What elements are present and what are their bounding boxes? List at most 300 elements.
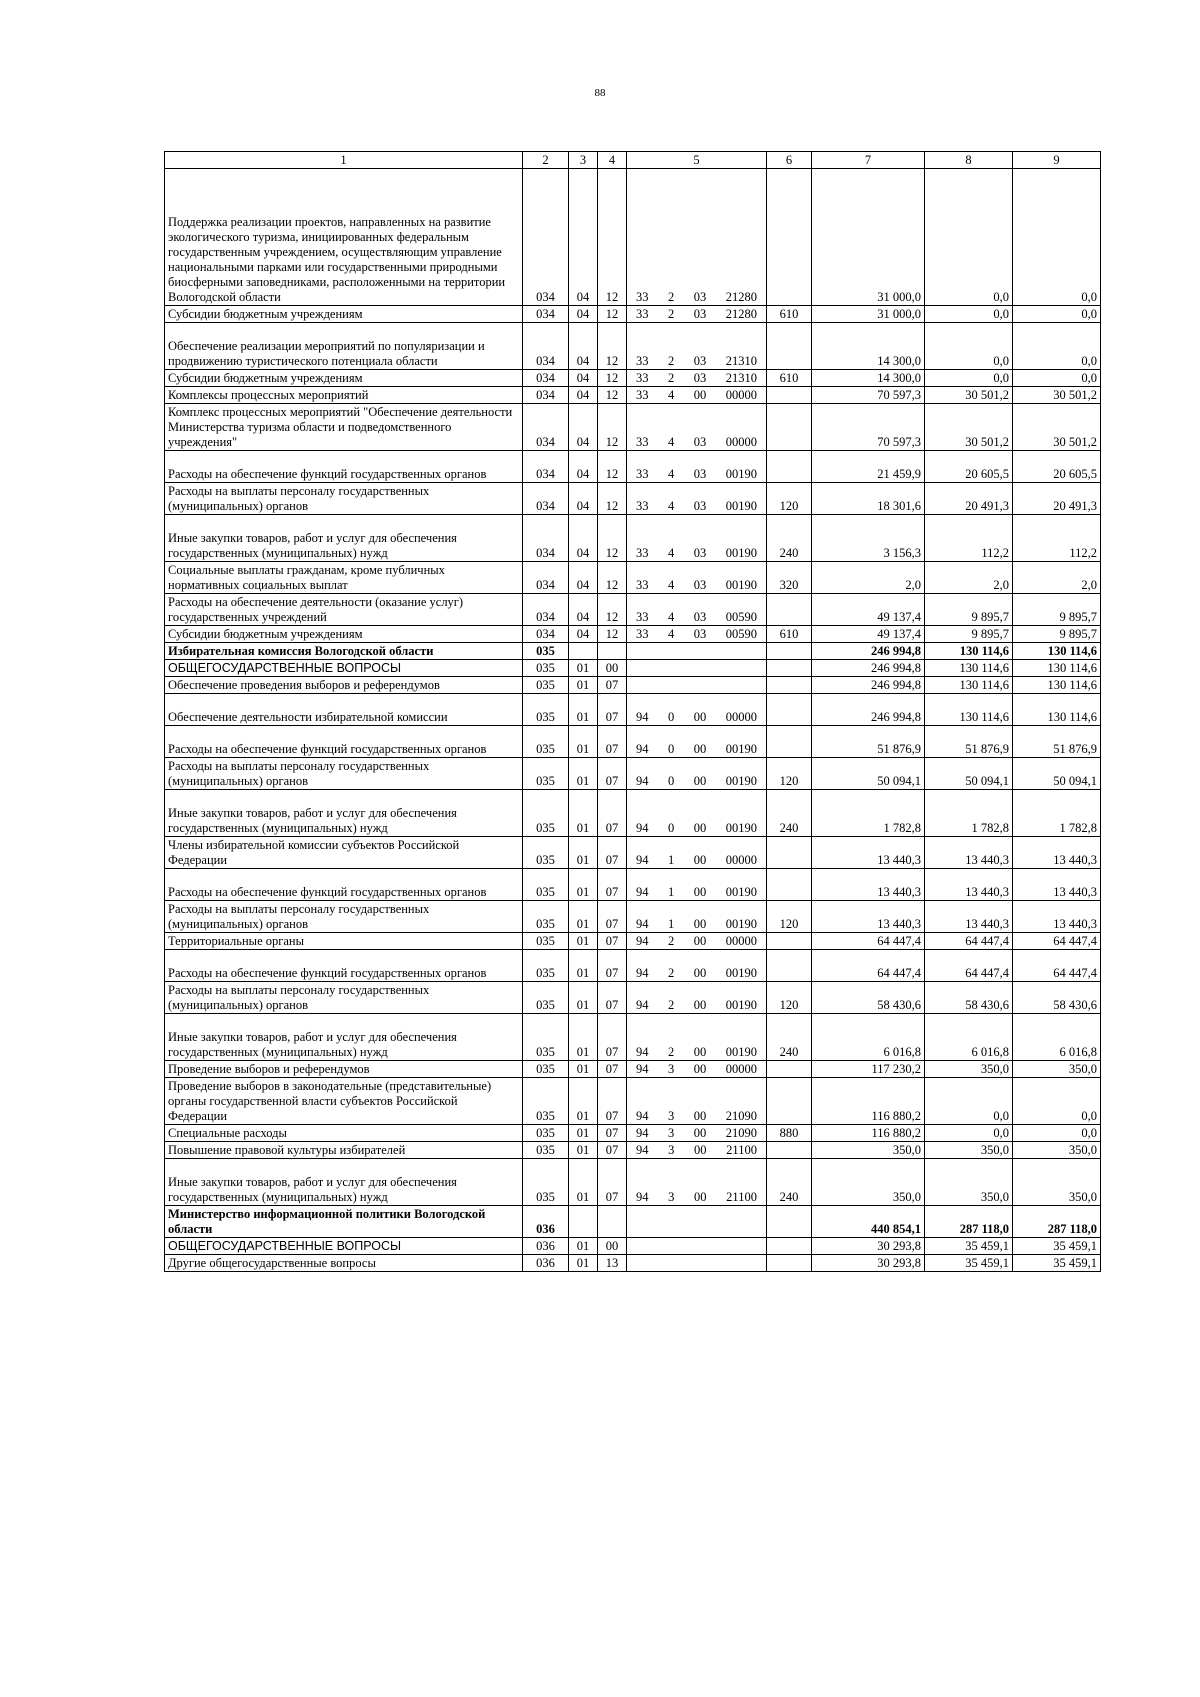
target-article-part: 00 — [694, 1190, 707, 1204]
cell-grbs: 035 — [523, 790, 569, 837]
row-name: Социальные выплаты гражданам, кроме публичных нормативных социальных выплат — [165, 562, 523, 594]
cell-amount-year1: 246 994,8 — [812, 643, 925, 660]
cell-target-article — [627, 1061, 767, 1078]
row-name: Обеспечение проведения выборов и референдумов — [165, 677, 523, 694]
cell-subsection: 12 — [598, 626, 627, 643]
cell-amount-year2: 35 459,1 — [925, 1238, 1013, 1255]
table-row — [165, 370, 1101, 387]
cell-subsection: 07 — [598, 837, 627, 869]
target-article-part: 3 — [668, 1109, 675, 1123]
target-article-part: 03 — [693, 354, 707, 368]
target-article-part: 3 — [668, 1062, 675, 1076]
cell-target-article — [627, 1206, 767, 1238]
cell-expense-type — [767, 726, 812, 758]
target-article-parts — [630, 998, 763, 1013]
target-article-part: 33 — [636, 354, 649, 368]
cell-subsection: 12 — [598, 370, 627, 387]
target-article-part: 00 — [694, 1143, 707, 1157]
target-article-parts — [630, 388, 763, 403]
cell-subsection: 07 — [598, 1159, 627, 1206]
cell-amount-year1: 49 137,4 — [812, 626, 925, 643]
target-article-part: 2 — [668, 354, 675, 368]
cell-amount-year3: 6 016,8 — [1013, 1014, 1101, 1061]
cell-expense-type: 120 — [767, 758, 812, 790]
cell-amount-year3: 35 459,1 — [1013, 1238, 1101, 1255]
table-row — [165, 726, 1101, 758]
cell-amount-year2: 64 447,4 — [925, 950, 1013, 982]
cell-grbs: 035 — [523, 677, 569, 694]
cell-section: 04 — [569, 515, 598, 562]
cell-target-article — [627, 869, 767, 901]
cell-subsection: 07 — [598, 901, 627, 933]
target-article-part: 2 — [668, 966, 675, 980]
cell-target-article — [627, 1159, 767, 1206]
target-article-part: 03 — [693, 546, 707, 560]
cell-section: 01 — [569, 1159, 598, 1206]
target-article-parts — [630, 610, 763, 625]
cell-amount-year2: 112,2 — [925, 515, 1013, 562]
table-row — [165, 451, 1101, 483]
cell-grbs: 035 — [523, 1142, 569, 1159]
cell-amount-year3: 0,0 — [1013, 1125, 1101, 1142]
cell-amount-year1: 30 293,8 — [812, 1238, 925, 1255]
cell-amount-year3: 64 447,4 — [1013, 933, 1101, 950]
cell-amount-year2: 20 491,3 — [925, 483, 1013, 515]
table-row — [165, 1255, 1101, 1272]
cell-amount-year2: 130 114,6 — [925, 660, 1013, 677]
row-name: Повышение правовой культуры избирателей — [165, 1142, 523, 1159]
target-article-parts — [630, 742, 763, 757]
cell-section: 01 — [569, 982, 598, 1014]
cell-section — [569, 643, 598, 660]
cell-section: 01 — [569, 950, 598, 982]
target-article-part: 94 — [636, 853, 649, 867]
cell-amount-year3: 9 895,7 — [1013, 594, 1101, 626]
target-article-part: 1 — [668, 853, 675, 867]
cell-amount-year2: 350,0 — [925, 1159, 1013, 1206]
target-article-part: 21100 — [726, 1143, 757, 1157]
cell-subsection: 12 — [598, 515, 627, 562]
cell-amount-year1: 116 880,2 — [812, 1125, 925, 1142]
target-article-part: 94 — [636, 917, 649, 931]
cell-target-article — [627, 1255, 767, 1272]
cell-grbs: 035 — [523, 950, 569, 982]
target-article-part: 33 — [636, 627, 649, 641]
target-article-part: 94 — [636, 934, 649, 948]
target-article-part: 1 — [668, 885, 675, 899]
table-row — [165, 1014, 1101, 1061]
target-article-part: 3 — [668, 1126, 675, 1140]
target-article-part: 00 — [693, 998, 707, 1012]
table-row — [165, 758, 1101, 790]
target-article-part: 94 — [636, 998, 649, 1012]
cell-grbs: 035 — [523, 901, 569, 933]
row-name: Проведение выборов в законодательные (представительные) органы государственной власти субъектов Российской Федерации — [165, 1078, 523, 1125]
row-name: Избирательная комиссия Вологодской области — [165, 643, 523, 660]
cell-amount-year1: 2,0 — [812, 562, 925, 594]
target-article-part: 03 — [693, 610, 707, 624]
cell-target-article — [627, 306, 767, 323]
target-article-part: 00 — [693, 742, 707, 756]
target-article-part: 94 — [636, 1109, 649, 1123]
cell-expense-type — [767, 694, 812, 726]
table-row — [165, 1142, 1101, 1159]
cell-grbs: 034 — [523, 404, 569, 451]
cell-section: 01 — [569, 1255, 598, 1272]
row-name: Расходы на выплаты персоналу государственных (муниципальных) органов — [165, 901, 523, 933]
target-article-part: 00190 — [725, 467, 757, 481]
row-name: Расходы на выплаты персоналу государственных (муниципальных) органов — [165, 982, 523, 1014]
cell-amount-year1: 70 597,3 — [812, 404, 925, 451]
target-article-part: 94 — [636, 1062, 649, 1076]
cell-amount-year2: 350,0 — [925, 1142, 1013, 1159]
cell-expense-type: 120 — [767, 901, 812, 933]
cell-amount-year2: 0,0 — [925, 323, 1013, 370]
cell-amount-year1: 49 137,4 — [812, 594, 925, 626]
target-article-parts — [630, 371, 763, 386]
cell-subsection: 07 — [598, 869, 627, 901]
cell-section: 04 — [569, 323, 598, 370]
cell-subsection — [598, 1206, 627, 1238]
target-article-part: 94 — [636, 966, 649, 980]
cell-grbs: 035 — [523, 1014, 569, 1061]
target-article-parts — [630, 546, 763, 561]
cell-section: 04 — [569, 370, 598, 387]
table-row — [165, 694, 1101, 726]
cell-section: 01 — [569, 1061, 598, 1078]
target-article-parts — [630, 1045, 763, 1060]
cell-section: 01 — [569, 677, 598, 694]
cell-target-article — [627, 515, 767, 562]
cell-grbs: 034 — [523, 370, 569, 387]
target-article-part: 0 — [668, 742, 675, 756]
cell-subsection: 07 — [598, 933, 627, 950]
cell-section: 04 — [569, 451, 598, 483]
target-article-part: 00 — [693, 1062, 707, 1076]
target-article-part: 94 — [636, 821, 649, 835]
cell-expense-type — [767, 323, 812, 370]
cell-target-article — [627, 562, 767, 594]
table-row — [165, 901, 1101, 933]
target-article-part: 21310 — [725, 354, 757, 368]
cell-expense-type: 120 — [767, 483, 812, 515]
cell-amount-year3: 0,0 — [1013, 306, 1101, 323]
cell-target-article — [627, 169, 767, 306]
target-article-part: 00 — [693, 853, 707, 867]
cell-subsection: 07 — [598, 1078, 627, 1125]
target-article-part: 00190 — [725, 885, 757, 899]
cell-amount-year1: 1 782,8 — [812, 790, 925, 837]
target-article-part: 00000 — [725, 388, 757, 402]
target-article-part: 21100 — [726, 1190, 757, 1204]
cell-grbs: 035 — [523, 758, 569, 790]
cell-amount-year3: 13 440,3 — [1013, 901, 1101, 933]
cell-target-article — [627, 1142, 767, 1159]
cell-amount-year1: 50 094,1 — [812, 758, 925, 790]
row-name: Субсидии бюджетным учреждениям — [165, 306, 523, 323]
cell-grbs: 035 — [523, 660, 569, 677]
cell-amount-year2: 30 501,2 — [925, 387, 1013, 404]
table-row — [165, 790, 1101, 837]
column-header: 4 — [598, 152, 627, 169]
row-name: Иные закупки товаров, работ и услуг для обеспечения государственных (муниципальных) нужд — [165, 1014, 523, 1061]
target-article-part: 0 — [668, 774, 675, 788]
cell-amount-year3: 0,0 — [1013, 1078, 1101, 1125]
column-header: 2 — [523, 152, 569, 169]
cell-amount-year3: 130 114,6 — [1013, 643, 1101, 660]
cell-grbs: 035 — [523, 1061, 569, 1078]
cell-grbs: 036 — [523, 1238, 569, 1255]
cell-amount-year3: 350,0 — [1013, 1159, 1101, 1206]
target-article-part: 94 — [636, 710, 649, 724]
cell-subsection: 12 — [598, 451, 627, 483]
cell-section: 01 — [569, 694, 598, 726]
cell-section: 01 — [569, 1125, 598, 1142]
cell-expense-type — [767, 169, 812, 306]
cell-expense-type — [767, 1078, 812, 1125]
cell-expense-type — [767, 594, 812, 626]
cell-grbs: 035 — [523, 643, 569, 660]
target-article-part: 21310 — [725, 371, 757, 385]
cell-expense-type: 240 — [767, 1014, 812, 1061]
target-article-parts — [630, 774, 763, 789]
cell-subsection: 13 — [598, 1255, 627, 1272]
cell-amount-year3: 350,0 — [1013, 1061, 1101, 1078]
cell-expense-type — [767, 677, 812, 694]
target-article-part: 33 — [636, 388, 649, 402]
cell-amount-year1: 246 994,8 — [812, 677, 925, 694]
table-row — [165, 169, 1101, 306]
target-article-part: 03 — [693, 307, 707, 321]
cell-amount-year1: 14 300,0 — [812, 323, 925, 370]
cell-expense-type: 320 — [767, 562, 812, 594]
cell-target-article — [627, 1125, 767, 1142]
target-article-part: 2 — [668, 290, 675, 304]
cell-target-article — [627, 677, 767, 694]
target-article-part: 2 — [668, 1045, 675, 1059]
target-article-part: 03 — [693, 467, 707, 481]
target-article-part: 00 — [693, 1126, 707, 1140]
cell-grbs: 034 — [523, 451, 569, 483]
cell-section: 04 — [569, 483, 598, 515]
cell-amount-year2: 0,0 — [925, 169, 1013, 306]
cell-expense-type: 610 — [767, 626, 812, 643]
cell-target-article — [627, 694, 767, 726]
cell-target-article — [627, 758, 767, 790]
cell-subsection: 07 — [598, 677, 627, 694]
cell-amount-year3: 58 430,6 — [1013, 982, 1101, 1014]
target-article-part: 33 — [636, 307, 649, 321]
row-name: Комплексы процессных мероприятий — [165, 387, 523, 404]
target-article-part: 00 — [693, 917, 707, 931]
cell-amount-year1: 30 293,8 — [812, 1255, 925, 1272]
cell-amount-year3: 130 114,6 — [1013, 694, 1101, 726]
cell-target-article — [627, 901, 767, 933]
table-row — [165, 483, 1101, 515]
cell-grbs: 035 — [523, 1125, 569, 1142]
cell-amount-year3: 130 114,6 — [1013, 660, 1101, 677]
cell-target-article — [627, 643, 767, 660]
cell-grbs: 034 — [523, 323, 569, 370]
target-article-part: 4 — [668, 578, 675, 592]
target-article-part: 21090 — [725, 1109, 757, 1123]
cell-expense-type: 240 — [767, 790, 812, 837]
cell-grbs: 034 — [523, 387, 569, 404]
target-article-parts — [630, 627, 763, 642]
cell-amount-year3: 0,0 — [1013, 169, 1101, 306]
cell-subsection: 12 — [598, 483, 627, 515]
cell-expense-type: 240 — [767, 1159, 812, 1206]
target-article-part: 4 — [668, 388, 675, 402]
target-article-part: 00190 — [725, 546, 757, 560]
budget-table — [164, 151, 1101, 1272]
cell-section — [569, 1206, 598, 1238]
cell-target-article — [627, 726, 767, 758]
target-article-part: 2 — [668, 998, 675, 1012]
target-article-parts — [630, 499, 763, 514]
target-article-part: 00000 — [725, 1062, 757, 1076]
cell-grbs: 035 — [523, 726, 569, 758]
target-article-part: 03 — [693, 435, 707, 449]
cell-expense-type — [767, 451, 812, 483]
cell-section: 01 — [569, 1078, 598, 1125]
target-article-parts — [630, 917, 763, 932]
cell-subsection: 07 — [598, 1014, 627, 1061]
table-row — [165, 869, 1101, 901]
cell-amount-year1: 350,0 — [812, 1159, 925, 1206]
cell-target-article — [627, 1238, 767, 1255]
target-article-parts — [630, 1143, 763, 1158]
cell-amount-year2: 0,0 — [925, 306, 1013, 323]
cell-target-article — [627, 626, 767, 643]
cell-expense-type — [767, 869, 812, 901]
cell-amount-year2: 350,0 — [925, 1061, 1013, 1078]
cell-expense-type — [767, 1061, 812, 1078]
cell-amount-year3: 30 501,2 — [1013, 387, 1101, 404]
cell-target-article — [627, 950, 767, 982]
cell-amount-year3: 20 605,5 — [1013, 451, 1101, 483]
row-name: ОБЩЕГОСУДАРСТВЕННЫЕ ВОПРОСЫ — [165, 660, 523, 677]
row-name: Специальные расходы — [165, 1125, 523, 1142]
target-article-parts — [630, 290, 763, 305]
target-article-part: 21090 — [725, 1126, 757, 1140]
table-row — [165, 594, 1101, 626]
cell-target-article — [627, 483, 767, 515]
cell-subsection: 07 — [598, 790, 627, 837]
target-article-part: 33 — [636, 499, 649, 513]
target-article-part: 4 — [668, 610, 675, 624]
row-name: Обеспечение деятельности избирательной комиссии — [165, 694, 523, 726]
table-row — [165, 626, 1101, 643]
target-article-part: 2 — [668, 371, 675, 385]
cell-grbs: 035 — [523, 1159, 569, 1206]
cell-expense-type: 610 — [767, 370, 812, 387]
cell-section: 04 — [569, 594, 598, 626]
cell-target-article — [627, 594, 767, 626]
row-name: Расходы на выплаты персоналу государственных (муниципальных) органов — [165, 758, 523, 790]
cell-amount-year2: 0,0 — [925, 1125, 1013, 1142]
target-article-part: 00 — [693, 885, 707, 899]
row-name: Иные закупки товаров, работ и услуг для обеспечения государственных (муниципальных) нужд — [165, 515, 523, 562]
cell-amount-year3: 13 440,3 — [1013, 837, 1101, 869]
cell-section: 04 — [569, 626, 598, 643]
target-article-part: 33 — [636, 546, 649, 560]
target-article-parts — [630, 1109, 763, 1124]
target-article-parts — [630, 1126, 763, 1141]
cell-section: 01 — [569, 1142, 598, 1159]
cell-subsection: 00 — [598, 660, 627, 677]
cell-target-article — [627, 933, 767, 950]
target-article-part: 2 — [668, 934, 675, 948]
cell-grbs: 036 — [523, 1206, 569, 1238]
cell-amount-year2: 20 605,5 — [925, 451, 1013, 483]
cell-expense-type: 610 — [767, 306, 812, 323]
target-article-parts — [630, 853, 763, 868]
cell-amount-year2: 9 895,7 — [925, 594, 1013, 626]
cell-expense-type — [767, 1238, 812, 1255]
table-row — [165, 1206, 1101, 1238]
target-article-part: 4 — [668, 546, 675, 560]
cell-expense-type — [767, 643, 812, 660]
cell-amount-year2: 130 114,6 — [925, 694, 1013, 726]
table-row — [165, 323, 1101, 370]
column-header: 8 — [925, 152, 1013, 169]
cell-subsection: 07 — [598, 950, 627, 982]
cell-subsection: 12 — [598, 323, 627, 370]
target-article-part: 00190 — [725, 1045, 757, 1059]
row-name: Министерство информационной политики Вологодской области — [165, 1206, 523, 1238]
cell-amount-year1: 116 880,2 — [812, 1078, 925, 1125]
cell-expense-type — [767, 1142, 812, 1159]
cell-expense-type: 880 — [767, 1125, 812, 1142]
column-header: 6 — [767, 152, 812, 169]
cell-amount-year2: 13 440,3 — [925, 837, 1013, 869]
cell-section: 01 — [569, 837, 598, 869]
cell-expense-type — [767, 837, 812, 869]
target-article-part: 33 — [636, 610, 649, 624]
target-article-part: 00190 — [725, 578, 757, 592]
target-article-parts — [630, 934, 763, 949]
cell-amount-year2: 30 501,2 — [925, 404, 1013, 451]
cell-grbs: 035 — [523, 1078, 569, 1125]
target-article-part: 3 — [668, 1190, 675, 1204]
target-article-part: 0 — [668, 710, 675, 724]
cell-amount-year1: 246 994,8 — [812, 694, 925, 726]
cell-amount-year2: 13 440,3 — [925, 869, 1013, 901]
cell-section: 01 — [569, 660, 598, 677]
target-article-part: 00000 — [725, 710, 757, 724]
table-row — [165, 660, 1101, 677]
target-article-parts — [630, 354, 763, 369]
cell-section: 01 — [569, 933, 598, 950]
cell-expense-type — [767, 404, 812, 451]
cell-grbs: 035 — [523, 869, 569, 901]
cell-amount-year3: 64 447,4 — [1013, 950, 1101, 982]
target-article-part: 00 — [693, 774, 707, 788]
cell-grbs: 034 — [523, 515, 569, 562]
cell-amount-year3: 287 118,0 — [1013, 1206, 1101, 1238]
table-row — [165, 982, 1101, 1014]
cell-amount-year3: 13 440,3 — [1013, 869, 1101, 901]
target-article-part: 33 — [636, 435, 649, 449]
cell-target-article — [627, 387, 767, 404]
cell-subsection: 12 — [598, 562, 627, 594]
row-name: Комплекс процессных мероприятий "Обеспечение деятельности Министерства туризма области и подведомственного учреждения" — [165, 404, 523, 451]
row-name: Территориальные органы — [165, 933, 523, 950]
target-article-parts — [630, 1190, 763, 1205]
cell-grbs: 035 — [523, 837, 569, 869]
row-name: Другие общегосударственные вопросы — [165, 1255, 523, 1272]
